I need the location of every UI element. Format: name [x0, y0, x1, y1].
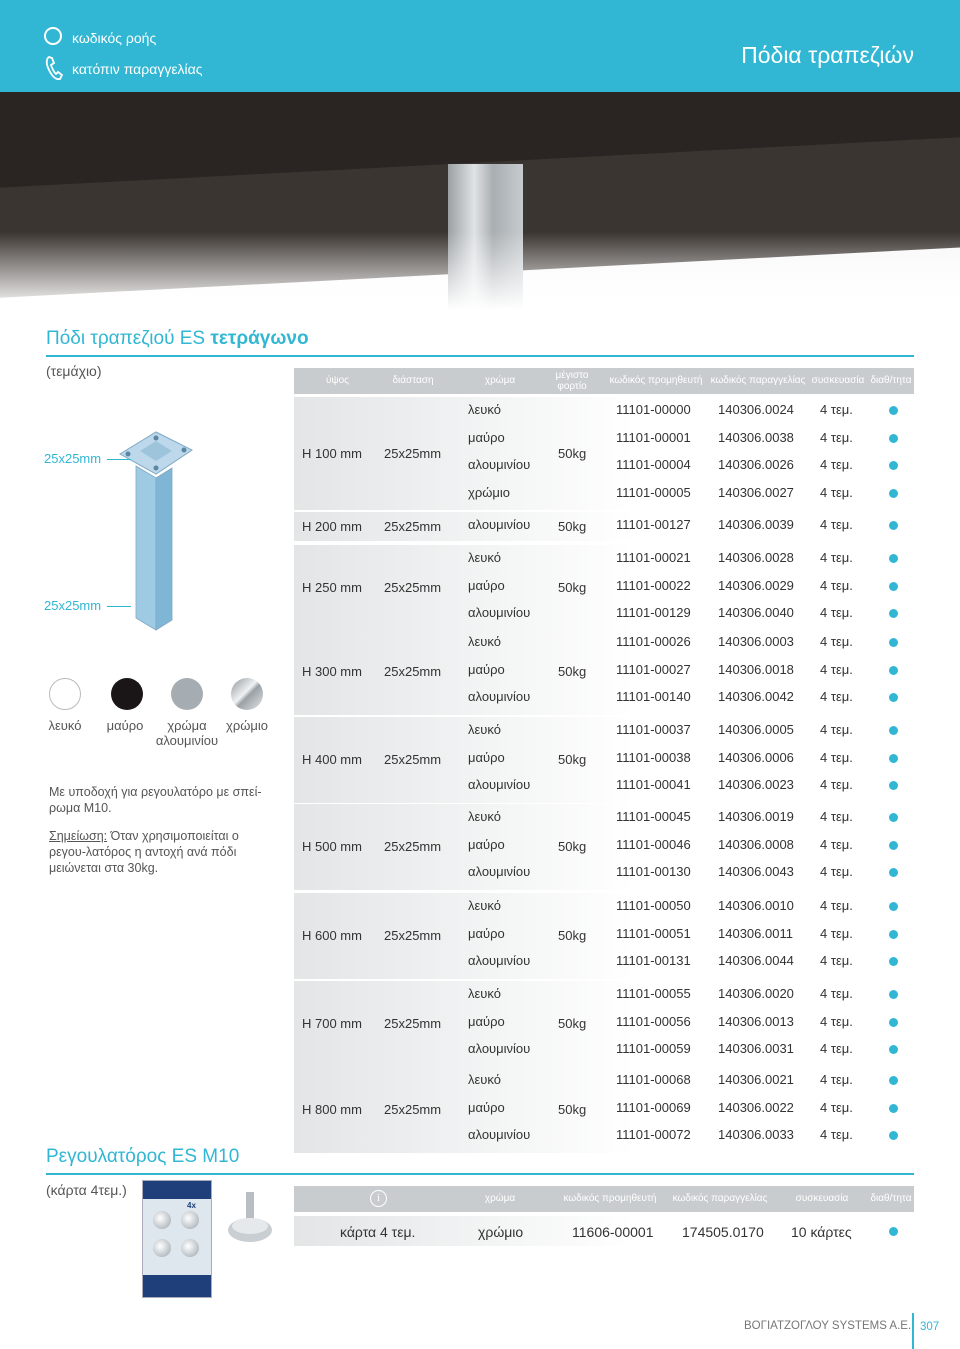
cell-dimension: 25x25mm	[384, 579, 442, 595]
cell-supplier-code: 11101-00059	[616, 1041, 691, 1056]
cell-color: λευκό	[468, 1072, 501, 1087]
cell-color: μαύρο	[468, 577, 505, 593]
cell-supplier-code: 11101-00127	[616, 517, 691, 532]
feed-code-label: κωδικός ροής	[72, 30, 157, 46]
header-package: συσκευασία	[811, 375, 865, 386]
cell-max-load: 50kg	[558, 1015, 587, 1031]
cell-supplier-code: 11101-00129	[616, 605, 691, 620]
cell-order-code: 140306.0040	[718, 605, 794, 620]
cell-package: 4 τεμ.	[820, 402, 853, 417]
cell-dimension: 25x25mm	[384, 1101, 442, 1117]
availability-dot	[889, 930, 898, 939]
cell-max-load: 50kg	[558, 751, 587, 767]
color-label-chrome: χρώμιο	[226, 718, 268, 733]
cell-order-code: 140306.0026	[718, 457, 794, 472]
cell-package: 4 τεμ.	[820, 986, 853, 1001]
cell-order-code: 140306.0024	[718, 402, 794, 417]
cell-supplier-code: 11101-00005	[616, 484, 691, 500]
regulator-package-photo	[142, 1180, 212, 1298]
cell-max-load: 50kg	[558, 663, 587, 679]
cell-max-load: 50kg	[558, 838, 587, 854]
cell-package: 4 τεμ.	[820, 1127, 853, 1142]
regulator-unit: (κάρτα 4τεμ.)	[46, 1182, 127, 1198]
cell-package: 4 τεμ.	[820, 722, 853, 737]
cell-order-code: 140306.0031	[718, 1041, 794, 1056]
order-link-label: κατόπιν παραγγελίας	[72, 61, 203, 77]
cell-color: μαύρο	[468, 1013, 505, 1029]
availability-dot	[889, 1018, 898, 1027]
cell-supplier-code: 11101-00041	[616, 777, 691, 792]
availability-dot	[889, 1104, 898, 1113]
cell-supplier-code: 11101-00045	[616, 809, 691, 824]
cell-order-code: 140306.0023	[718, 777, 794, 792]
color-label-aluminium: χρώμα αλουμινίου	[155, 718, 219, 748]
availability-dot	[889, 638, 898, 647]
cell-order-code: 140306.0005	[718, 722, 794, 737]
reg-header-availability: διαθ/τητα	[870, 1193, 912, 1204]
cell-color: λευκό	[468, 809, 501, 824]
header-supplier-code: κωδικός προμηθευτή	[609, 375, 703, 386]
cell-dimension: 25x25mm	[384, 838, 442, 854]
cell-order-code: 140306.0038	[718, 429, 794, 445]
cell-supplier-code: 11101-00068	[616, 1072, 691, 1087]
footer-divider	[912, 1313, 914, 1349]
reg-color: χρώμιο	[478, 1224, 524, 1240]
reg-package: 10 κάρτες	[791, 1224, 852, 1240]
cell-order-code: 140306.0011	[718, 925, 793, 941]
section-title-bold: τετράγωνο	[210, 328, 309, 349]
cell-supplier-code: 11101-00026	[616, 634, 691, 649]
color-label-black: μαύρο	[106, 718, 144, 733]
cell-order-code: 140306.0018	[718, 661, 794, 677]
header-availability: διαθ/τητα	[870, 375, 912, 386]
cell-package: 4 τεμ.	[820, 429, 853, 445]
cell-height: H 200 mm	[302, 518, 362, 534]
cell-color: μαύρο	[468, 836, 505, 852]
cell-order-code: 140306.0020	[718, 986, 794, 1001]
cell-package: 4 τεμ.	[820, 1013, 853, 1029]
hero-photo	[0, 92, 960, 310]
cell-max-load: 50kg	[558, 445, 587, 461]
cell-order-code: 140306.0044	[718, 953, 794, 968]
cell-height: H 300 mm	[302, 663, 362, 679]
availability-dot	[889, 461, 898, 470]
cell-color: αλουμινίου	[468, 1127, 531, 1142]
cell-package: 4 τεμ.	[820, 661, 853, 677]
cell-package: 4 τεμ.	[820, 749, 853, 765]
cell-order-code: 140306.0039	[718, 517, 794, 532]
availability-dot	[889, 666, 898, 675]
cell-supplier-code: 11101-00056	[616, 1013, 691, 1029]
cell-color: χρώμιο	[468, 484, 510, 500]
cell-dimension: 25x25mm	[384, 518, 442, 534]
cell-color: αλουμινίου	[468, 864, 531, 879]
page-number: 307	[920, 1321, 940, 1333]
cell-color: αλουμινίου	[468, 1041, 531, 1056]
cell-order-code: 140306.0019	[718, 809, 794, 824]
cell-supplier-code: 11101-00038	[616, 749, 691, 765]
cell-package: 4 τεμ.	[820, 517, 853, 532]
header-dimension: διάσταση	[392, 375, 434, 386]
reg-header-color: χρώμα	[484, 1193, 516, 1204]
cell-package: 4 τεμ.	[820, 457, 853, 472]
cell-height: H 700 mm	[302, 1015, 362, 1031]
reg-supplier-code: 11606-00001	[572, 1224, 654, 1240]
cell-color: λευκό	[468, 898, 501, 913]
availability-dot	[889, 990, 898, 999]
size-label-top: 25x25mm	[44, 451, 102, 466]
cell-dimension: 25x25mm	[384, 663, 442, 679]
cell-color: μαύρο	[468, 749, 505, 765]
availability-dot	[889, 609, 898, 618]
section-divider	[46, 355, 914, 357]
cell-order-code: 140306.0008	[718, 836, 794, 852]
cell-supplier-code: 11101-00001	[616, 429, 691, 445]
reg-header-order-code: κωδικός παραγγελίας	[672, 1193, 768, 1204]
reg-order-code: 174505.0170	[682, 1224, 764, 1240]
cell-supplier-code: 11101-00037	[616, 722, 691, 737]
cell-supplier-code: 11101-00046	[616, 836, 691, 852]
swatch-chrome	[231, 678, 263, 710]
cell-supplier-code: 11101-00131	[616, 953, 691, 968]
cell-color: μαύρο	[468, 925, 505, 941]
cell-max-load: 50kg	[558, 579, 587, 595]
cell-color: λευκό	[468, 986, 501, 1001]
cell-color: λευκό	[468, 402, 501, 417]
cell-package: 4 τεμ.	[820, 864, 853, 879]
cell-order-code: 140306.0006	[718, 749, 794, 765]
availability-dot	[889, 406, 898, 415]
cell-height: H 250 mm	[302, 579, 362, 595]
cell-supplier-code: 11101-00072	[616, 1127, 691, 1142]
header-color: χρώμα	[484, 375, 516, 386]
size-pointer-bottom	[107, 606, 131, 607]
note-warning-label: Σημείωση:	[49, 829, 108, 843]
cell-color: μαύρο	[468, 1099, 505, 1115]
availability-dot	[889, 554, 898, 563]
cell-package: 4 τεμ.	[820, 605, 853, 620]
info-icon: i	[370, 1190, 387, 1207]
cell-package: 4 τεμ.	[820, 1072, 853, 1087]
color-label-white: λευκό	[48, 718, 82, 733]
section-title-prefix: Πόδι τραπεζιού ES	[46, 328, 206, 349]
availability-dot	[889, 1227, 898, 1236]
regulator-title: Ρεγουλατόρος ES M10	[46, 1146, 240, 1167]
cell-supplier-code: 11101-00069	[616, 1099, 691, 1115]
swatch-white	[49, 678, 81, 710]
cell-height: H 600 mm	[302, 927, 362, 943]
cell-order-code: 140306.0013	[718, 1013, 794, 1029]
cell-color: αλουμινίου	[468, 457, 531, 472]
cell-supplier-code: 11101-00130	[616, 864, 691, 879]
cell-package: 4 τεμ.	[820, 577, 853, 593]
header-height: ύψος	[326, 375, 349, 386]
cell-order-code: 140306.0029	[718, 577, 794, 593]
cell-order-code: 140306.0028	[718, 550, 794, 565]
reg-card: κάρτα 4 τεμ.	[340, 1224, 416, 1240]
reg-header-package: συσκευασία	[795, 1193, 849, 1204]
cell-package: 4 τεμ.	[820, 1041, 853, 1056]
cell-order-code: 140306.0043	[718, 864, 794, 879]
swatch-black	[111, 678, 143, 710]
cell-dimension: 25x25mm	[384, 927, 442, 943]
availability-dot	[889, 693, 898, 702]
cell-order-code: 140306.0021	[718, 1072, 794, 1087]
cell-color: λευκό	[468, 550, 501, 565]
availability-dot	[889, 781, 898, 790]
availability-dot	[889, 434, 898, 443]
availability-dot	[889, 582, 898, 591]
cell-max-load: 50kg	[558, 518, 587, 534]
cell-supplier-code: 11101-00050	[616, 898, 691, 913]
cell-height: H 500 mm	[302, 838, 362, 854]
regulator-foot-photo	[226, 1190, 274, 1246]
cell-supplier-code: 11101-00055	[616, 986, 691, 1001]
size-pointer-top	[107, 459, 131, 460]
cell-max-load: 50kg	[558, 927, 587, 943]
cell-color: αλουμινίου	[468, 689, 531, 704]
cell-package: 4 τεμ.	[820, 925, 853, 941]
availability-dot	[889, 957, 898, 966]
cell-order-code: 140306.0033	[718, 1127, 794, 1142]
availability-dot	[889, 489, 898, 498]
reg-header-supplier-code: κωδικός προμηθευτή	[563, 1193, 657, 1204]
cell-dimension: 25x25mm	[384, 1015, 442, 1031]
availability-dot	[889, 1076, 898, 1085]
cell-color: λευκό	[468, 722, 501, 737]
header-max-load: μέγιστο φορτίο	[555, 370, 589, 392]
cell-order-code: 140306.0042	[718, 689, 794, 704]
footer-company: ΒΟΓΙΑΤΖΟΓΛΟΥ SYSTEMS A.E.	[744, 1320, 912, 1332]
cell-supplier-code: 11101-00140	[616, 689, 691, 704]
cell-package: 4 τεμ.	[820, 953, 853, 968]
cell-supplier-code: 11101-00022	[616, 577, 691, 593]
availability-dot	[889, 813, 898, 822]
page-header	[0, 0, 960, 92]
cell-order-code: 140306.0003	[718, 634, 794, 649]
size-label-bottom: 25x25mm	[44, 598, 102, 613]
availability-dot	[889, 726, 898, 735]
cell-package: 4 τεμ.	[820, 550, 853, 565]
note-thread: Με υποδοχή για ρεγουλατόρο με σπεί-ρωμα Μ10.	[49, 785, 262, 815]
cell-color: μαύρο	[468, 429, 505, 445]
availability-dot	[889, 1045, 898, 1054]
cell-package: 4 τεμ.	[820, 1099, 853, 1115]
cell-supplier-code: 11101-00004	[616, 457, 691, 472]
cell-color: αλουμινίου	[468, 953, 531, 968]
availability-dot	[889, 754, 898, 763]
availability-dot	[889, 902, 898, 911]
cell-package: 4 τεμ.	[820, 809, 853, 824]
swatch-aluminium	[171, 678, 203, 710]
availability-dot	[889, 841, 898, 850]
regulator-divider	[46, 1173, 914, 1175]
cell-order-code: 140306.0010	[718, 898, 794, 913]
note-warning	[49, 828, 279, 876]
cell-package: 4 τεμ.	[820, 689, 853, 704]
cell-package: 4 τεμ.	[820, 634, 853, 649]
cell-color: λευκό	[468, 634, 501, 649]
cell-color: αλουμινίου	[468, 605, 531, 620]
cell-height: H 400 mm	[302, 751, 362, 767]
cell-height: H 100 mm	[302, 445, 362, 461]
circle-icon	[44, 27, 62, 45]
section-unit: (τεμάχιο)	[46, 363, 102, 379]
cell-order-code: 140306.0022	[718, 1099, 794, 1115]
cell-supplier-code: 11101-00000	[616, 402, 691, 417]
page-title: Πόδια τραπεζιών	[741, 42, 914, 68]
note-warning-text: Όταν χρησιμοποιείται ο ρεγου-λατόρος η αντοχή ανά πόδι μειώνεται στα 30kg.	[49, 829, 239, 875]
availability-dot	[889, 521, 898, 530]
cell-color: αλουμινίου	[468, 777, 531, 792]
cell-supplier-code: 11101-00021	[616, 550, 691, 565]
availability-dot	[889, 1131, 898, 1140]
phone-icon	[45, 55, 63, 81]
cell-package: 4 τεμ.	[820, 777, 853, 792]
cell-package: 4 τεμ.	[820, 484, 853, 500]
cell-height: H 800 mm	[302, 1101, 362, 1117]
cell-supplier-code: 11101-00027	[616, 661, 691, 677]
pack-badge: 4x	[187, 1201, 196, 1210]
cell-package: 4 τεμ.	[820, 898, 853, 913]
cell-supplier-code: 11101-00051	[616, 925, 691, 941]
availability-dot	[889, 868, 898, 877]
header-order-code: κωδικός παραγγελίας	[710, 375, 806, 386]
section-title	[46, 328, 309, 350]
cell-order-code: 140306.0027	[718, 484, 794, 500]
cell-dimension: 25x25mm	[384, 445, 442, 461]
cell-max-load: 50kg	[558, 1101, 587, 1117]
cell-color: μαύρο	[468, 661, 505, 677]
cell-package: 4 τεμ.	[820, 836, 853, 852]
cell-color: αλουμινίου	[468, 517, 531, 532]
cell-dimension: 25x25mm	[384, 751, 442, 767]
